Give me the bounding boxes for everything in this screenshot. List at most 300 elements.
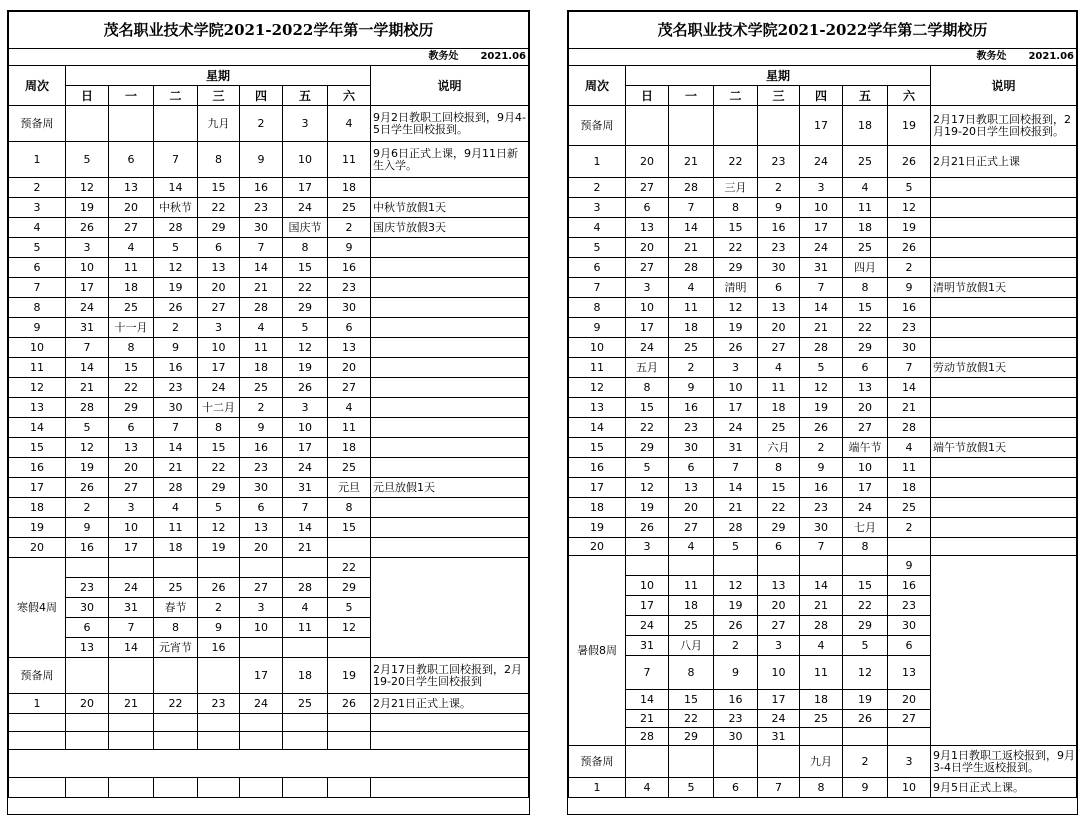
date-cell: 19 (843, 690, 888, 710)
note-cell: 2月17日教职工回校报到，2月19-20日学生回校报到。 (931, 106, 1077, 146)
date-cell: 7 (109, 618, 154, 638)
note-cell: 国庆节放假3天 (371, 218, 529, 238)
table-row (569, 66, 1077, 86)
week-number: 16 (9, 458, 66, 478)
date-cell: 12 (626, 478, 669, 498)
weekday-group-header: 星期 (626, 66, 931, 86)
date-cell: 国庆节 (283, 218, 328, 238)
date-cell: 15 (714, 218, 758, 238)
week-number: 13 (9, 398, 66, 418)
date-cell (154, 714, 198, 732)
date-cell: 20 (626, 238, 669, 258)
date-cell: 15 (843, 576, 888, 596)
date-cell: 2 (888, 258, 931, 278)
date-cell: 4 (283, 598, 328, 618)
note-cell (931, 218, 1077, 238)
date-cell: 25 (328, 198, 371, 218)
week-number: 3 (569, 198, 626, 218)
date-cell: 29 (328, 578, 371, 598)
date-cell: 30 (669, 438, 714, 458)
date-cell: 10 (109, 518, 154, 538)
issue-date: 2021.06 (480, 51, 526, 62)
date-cell: 23 (758, 146, 800, 178)
date-cell: 30 (66, 598, 109, 618)
date-cell: 28 (240, 298, 283, 318)
date-cell: 27 (758, 338, 800, 358)
table-row (569, 278, 1077, 298)
date-cell: 29 (669, 728, 714, 746)
note-cell (371, 398, 529, 418)
table-row (569, 218, 1077, 238)
date-cell (669, 746, 714, 778)
date-cell: 8 (843, 538, 888, 556)
date-cell: 3 (714, 358, 758, 378)
date-cell: 3 (626, 538, 669, 556)
date-cell: 13 (626, 218, 669, 238)
date-cell: 5 (669, 778, 714, 798)
date-cell: 23 (66, 578, 109, 598)
date-cell: 5 (843, 636, 888, 656)
date-cell: 23 (714, 710, 758, 728)
date-cell: 30 (758, 258, 800, 278)
date-cell: 23 (888, 596, 931, 616)
date-cell: 21 (240, 278, 283, 298)
issuer-line (569, 49, 1077, 66)
date-cell: 16 (198, 638, 240, 658)
date-cell: 26 (154, 298, 198, 318)
date-cell: 13 (888, 656, 931, 690)
date-cell: 8 (198, 418, 240, 438)
date-cell: 七月 (843, 518, 888, 538)
date-cell: 12 (714, 298, 758, 318)
weekday-header: 日 (626, 86, 669, 106)
date-cell: 29 (758, 518, 800, 538)
date-cell (843, 556, 888, 576)
table-row (9, 178, 529, 198)
date-cell: 17 (626, 318, 669, 338)
date-cell: 4 (626, 778, 669, 798)
date-cell (843, 728, 888, 746)
week-number: 9 (569, 318, 626, 338)
week-number (9, 732, 66, 750)
date-cell: 7 (283, 498, 328, 518)
week-number: 1 (569, 778, 626, 798)
note-cell (371, 378, 529, 398)
date-cell: 20 (758, 596, 800, 616)
issuer-dept: 教务处 (428, 51, 459, 62)
date-cell: 10 (626, 576, 669, 596)
date-cell: 19 (283, 358, 328, 378)
date-cell: 7 (888, 358, 931, 378)
date-cell (154, 658, 198, 694)
date-cell (626, 106, 669, 146)
weekday-header: 六 (888, 86, 931, 106)
date-cell (328, 714, 371, 732)
table-row (9, 298, 529, 318)
date-cell: 22 (714, 238, 758, 258)
date-cell: 21 (283, 538, 328, 558)
table-row (569, 438, 1077, 458)
table-row (569, 458, 1077, 478)
date-cell: 12 (154, 258, 198, 278)
date-cell: 29 (109, 398, 154, 418)
date-cell: 5 (283, 318, 328, 338)
date-cell: 10 (626, 298, 669, 318)
date-cell: 6 (626, 198, 669, 218)
date-cell: 20 (888, 690, 931, 710)
date-cell: 14 (109, 638, 154, 658)
date-cell: 17 (800, 218, 843, 238)
table-row (569, 198, 1077, 218)
date-cell: 14 (626, 690, 669, 710)
date-cell: 9 (843, 778, 888, 798)
date-cell: 28 (669, 258, 714, 278)
vacation-notes (931, 556, 1077, 746)
date-cell: 7 (66, 338, 109, 358)
week-number: 8 (569, 298, 626, 318)
date-cell (283, 558, 328, 578)
date-cell: 7 (800, 538, 843, 556)
table-row (9, 338, 529, 358)
date-cell: 5 (714, 538, 758, 556)
date-cell: 11 (109, 258, 154, 278)
date-cell: 9 (669, 378, 714, 398)
note-cell (371, 418, 529, 438)
date-cell: 4 (328, 106, 371, 142)
week-number: 18 (569, 498, 626, 518)
date-cell: 19 (66, 198, 109, 218)
date-cell: 21 (714, 498, 758, 518)
date-cell: 22 (328, 558, 371, 578)
date-cell: 30 (888, 616, 931, 636)
date-cell: 31 (714, 438, 758, 458)
date-cell: 八月 (669, 636, 714, 656)
date-cell: 8 (109, 338, 154, 358)
date-cell: 11 (283, 618, 328, 638)
table-row (569, 746, 1077, 778)
date-cell: 4 (758, 358, 800, 378)
date-cell: 30 (240, 218, 283, 238)
date-cell: 20 (843, 398, 888, 418)
table-row (9, 418, 529, 438)
date-cell: 25 (109, 298, 154, 318)
date-cell: 18 (109, 278, 154, 298)
date-cell: 14 (800, 298, 843, 318)
date-cell: 12 (66, 438, 109, 458)
date-cell: 3 (626, 278, 669, 298)
note-cell (371, 438, 529, 458)
note-cell (931, 498, 1077, 518)
week-number: 1 (569, 146, 626, 178)
date-cell: 六月 (758, 438, 800, 458)
note-cell (931, 518, 1077, 538)
date-cell: 7 (758, 778, 800, 798)
week-number: 5 (9, 238, 66, 258)
date-cell: 22 (198, 458, 240, 478)
date-cell: 9 (758, 198, 800, 218)
date-cell: 13 (758, 576, 800, 596)
date-cell: 28 (66, 398, 109, 418)
date-cell: 24 (109, 578, 154, 598)
table-row (9, 398, 529, 418)
table-row (569, 378, 1077, 398)
date-cell: 2 (240, 398, 283, 418)
weekday-header: 四 (800, 86, 843, 106)
date-cell: 2 (800, 438, 843, 458)
date-cell: 16 (669, 398, 714, 418)
week-number: 预备周 (9, 106, 66, 142)
date-cell: 16 (888, 298, 931, 318)
date-cell: 8 (198, 142, 240, 178)
week-number: 预备周 (569, 106, 626, 146)
semester2-table (568, 11, 1077, 798)
date-cell: 12 (714, 576, 758, 596)
date-cell: 24 (800, 238, 843, 258)
date-cell (109, 714, 154, 732)
week-number: 14 (9, 418, 66, 438)
date-cell: 15 (758, 478, 800, 498)
date-cell: 四月 (843, 258, 888, 278)
date-cell: 25 (283, 694, 328, 714)
date-cell: 2 (198, 598, 240, 618)
date-cell: 13 (66, 638, 109, 658)
date-cell: 8 (758, 458, 800, 478)
date-cell: 5 (198, 498, 240, 518)
date-cell: 7 (154, 418, 198, 438)
week-number: 11 (9, 358, 66, 378)
date-cell: 7 (800, 278, 843, 298)
date-cell: 24 (843, 498, 888, 518)
date-cell: 18 (328, 438, 371, 458)
date-cell: 21 (669, 146, 714, 178)
table-row (9, 66, 529, 86)
week-number: 10 (569, 338, 626, 358)
date-cell: 30 (888, 338, 931, 358)
date-cell: 三月 (714, 178, 758, 198)
note-cell (371, 518, 529, 538)
date-cell (240, 732, 283, 750)
date-cell: 14 (800, 576, 843, 596)
blank-cell (154, 778, 198, 798)
date-cell: 4 (800, 636, 843, 656)
date-cell: 17 (714, 398, 758, 418)
date-cell: 16 (800, 478, 843, 498)
date-cell: 8 (843, 278, 888, 298)
date-cell: 14 (888, 378, 931, 398)
date-cell: 22 (843, 318, 888, 338)
week-number: 14 (569, 418, 626, 438)
date-cell: 27 (669, 518, 714, 538)
weekday-header: 六 (328, 86, 371, 106)
date-cell: 20 (626, 146, 669, 178)
vacation-label: 暑假8周 (569, 556, 626, 746)
date-cell: 24 (800, 146, 843, 178)
date-cell: 28 (154, 218, 198, 238)
date-cell: 22 (714, 146, 758, 178)
week-number: 12 (9, 378, 66, 398)
date-cell: 10 (800, 198, 843, 218)
week-number: 12 (569, 378, 626, 398)
date-cell: 26 (714, 616, 758, 636)
table-row (569, 49, 1077, 66)
date-cell: 23 (800, 498, 843, 518)
date-cell: 23 (198, 694, 240, 714)
date-cell: 16 (714, 690, 758, 710)
date-cell: 12 (198, 518, 240, 538)
date-cell: 13 (843, 378, 888, 398)
note-cell (371, 178, 529, 198)
date-cell: 16 (240, 178, 283, 198)
week-number (9, 714, 66, 732)
date-cell: 12 (843, 656, 888, 690)
note-cell (371, 498, 529, 518)
week-number: 20 (9, 538, 66, 558)
date-cell: 21 (109, 694, 154, 714)
date-cell: 16 (758, 218, 800, 238)
weekday-group-header: 星期 (66, 66, 371, 86)
date-cell: 4 (843, 178, 888, 198)
date-cell: 19 (154, 278, 198, 298)
week-column-header: 周次 (9, 66, 66, 106)
date-cell: 11 (669, 576, 714, 596)
table-row (9, 12, 529, 49)
table-row (9, 198, 529, 218)
table-row (9, 378, 529, 398)
date-cell: 25 (800, 710, 843, 728)
date-cell: 5 (888, 178, 931, 198)
date-cell: 22 (758, 498, 800, 518)
table-row (9, 538, 529, 558)
date-cell: 26 (626, 518, 669, 538)
date-cell: 24 (283, 198, 328, 218)
blank-cell (371, 778, 529, 798)
date-cell: 13 (240, 518, 283, 538)
date-cell: 29 (626, 438, 669, 458)
date-cell: 7 (714, 458, 758, 478)
date-cell: 5 (626, 458, 669, 478)
week-number: 4 (9, 218, 66, 238)
date-cell: 10 (240, 618, 283, 638)
note-cell (931, 338, 1077, 358)
note-cell: 2月21日正式上课 (931, 146, 1077, 178)
date-cell: 18 (800, 690, 843, 710)
date-cell: 2 (154, 318, 198, 338)
table-row (569, 178, 1077, 198)
table-row (569, 358, 1077, 378)
date-cell: 17 (800, 106, 843, 146)
date-cell (109, 106, 154, 142)
date-cell: 12 (888, 198, 931, 218)
date-cell: 6 (66, 618, 109, 638)
date-cell: 27 (198, 298, 240, 318)
weekday-header: 四 (240, 86, 283, 106)
vacation-label: 寒假4周 (9, 558, 66, 658)
date-cell: 4 (669, 538, 714, 556)
date-cell (283, 732, 328, 750)
date-cell: 11 (240, 338, 283, 358)
date-cell: 28 (669, 178, 714, 198)
date-cell: 24 (626, 616, 669, 636)
date-cell: 20 (669, 498, 714, 518)
date-cell: 6 (109, 142, 154, 178)
table-row (9, 238, 529, 258)
semester1-table (8, 11, 529, 798)
date-cell (240, 558, 283, 578)
date-cell: 18 (843, 218, 888, 238)
date-cell: 17 (626, 596, 669, 616)
date-cell: 15 (198, 178, 240, 198)
date-cell: 2 (66, 498, 109, 518)
date-cell: 23 (154, 378, 198, 398)
date-cell: 19 (714, 596, 758, 616)
date-cell: 2 (328, 218, 371, 238)
date-cell: 24 (758, 710, 800, 728)
issuer-line (9, 49, 529, 66)
note-cell (371, 318, 529, 338)
date-cell: 8 (328, 498, 371, 518)
date-cell: 11 (669, 298, 714, 318)
note-cell (931, 458, 1077, 478)
note-cell (371, 258, 529, 278)
date-cell: 11 (758, 378, 800, 398)
date-cell: 12 (800, 378, 843, 398)
date-cell: 28 (800, 616, 843, 636)
date-cell: 14 (283, 518, 328, 538)
week-number: 1 (9, 142, 66, 178)
date-cell: 13 (328, 338, 371, 358)
date-cell: 26 (283, 378, 328, 398)
blank-cell (109, 778, 154, 798)
week-number: 3 (9, 198, 66, 218)
date-cell: 15 (328, 518, 371, 538)
date-cell: 九月 (800, 746, 843, 778)
date-cell: 19 (800, 398, 843, 418)
note-cell: 2月21日正式上课。 (371, 694, 529, 714)
week-number: 9 (9, 318, 66, 338)
date-cell: 端午节 (843, 438, 888, 458)
date-cell: 5 (800, 358, 843, 378)
calendar-title: 茂名职业技术学院2021-2022学年第二学期校历 (569, 12, 1077, 49)
date-cell: 5 (328, 598, 371, 618)
date-cell: 15 (843, 298, 888, 318)
week-number: 15 (569, 438, 626, 458)
note-cell (371, 298, 529, 318)
date-cell: 27 (626, 258, 669, 278)
date-cell: 19 (198, 538, 240, 558)
date-cell (714, 556, 758, 576)
date-cell: 29 (283, 298, 328, 318)
note-cell (931, 478, 1077, 498)
week-number: 17 (9, 478, 66, 498)
semester2-tbody (569, 12, 1077, 798)
date-cell (714, 746, 758, 778)
date-cell: 15 (283, 258, 328, 278)
date-cell: 九月 (198, 106, 240, 142)
week-number: 4 (569, 218, 626, 238)
date-cell: 13 (109, 438, 154, 458)
date-cell: 3 (283, 106, 328, 142)
date-cell: 8 (154, 618, 198, 638)
note-cell (931, 538, 1077, 556)
date-cell: 24 (66, 298, 109, 318)
date-cell: 18 (240, 358, 283, 378)
date-cell: 5 (154, 238, 198, 258)
date-cell: 春节 (154, 598, 198, 618)
table-row (569, 398, 1077, 418)
date-cell: 7 (669, 198, 714, 218)
date-cell: 3 (109, 498, 154, 518)
date-cell: 12 (283, 338, 328, 358)
